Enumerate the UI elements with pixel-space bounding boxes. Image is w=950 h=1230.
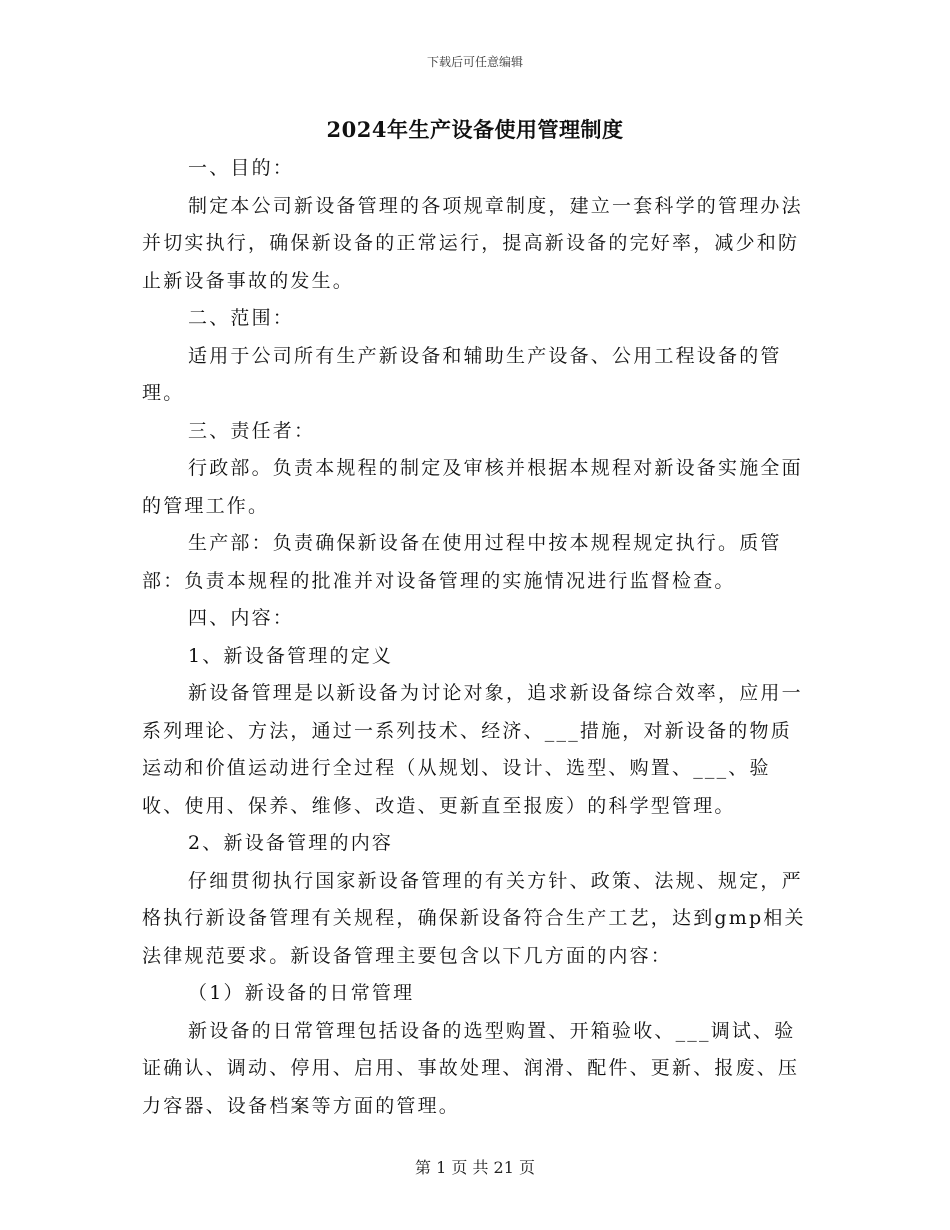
paragraph-purpose: 制定本公司新设备管理的各项规章制度，建立一套科学的管理办法并切实执行，确保新设备的正常运行，提高新设备的完好率，减少和防止新设备事故的发生。 [142,194,803,292]
section-heading-purpose: 一、目的： [188,157,295,179]
subheading-daily-management: （1）新设备的日常管理 [188,982,415,1004]
section-heading-content: 四、内容： [188,607,295,629]
document-title: 2024年生产设备使用管理制度 [326,117,624,142]
paragraph-definition: 新设备管理是以新设备为讨论对象，追求新设备综合效率，应用一系列理论、方法，通过一系列技术、经济、___措施，对新设备的物质运动和价值运动进行全过程（从规划、设计、选型、购置、___、验收、使用、保养、维修、改造、更新直至报废）的科学型管理。 [142,682,803,817]
subheading-management-content: 2、新设备管理的内容 [188,832,394,854]
paragraph-daily-management: 新设备的日常管理包括设备的选型购置、开箱验收、___调试、验证确认、调动、停用、启用、事故处理、润滑、配件、更新、报废、压力容器、设备档案等方面的管理。 [142,1019,800,1117]
section-heading-responsible: 三、责任者： [188,419,316,442]
paragraph-management-content: 仔细贯彻执行国家新设备管理的有关方针、政策、法规、规定，严格执行新设备管理有关规程，确保新设备符合生产工艺，达到gmp相关法律规范要求。新设备管理主要包含以下几方面的内容： [142,869,806,967]
subheading-definition: 1、新设备管理的定义 [188,644,394,667]
paragraph-production-dept: 生产部：负责确保新设备在使用过程中按本规程规定执行。质管部：负责本规程的批准并对设备管理的实施情况进行监督检查。 [142,532,782,592]
section-heading-scope: 二、范围： [188,307,295,329]
paragraph-scope: 适用于公司所有生产新设备和辅助生产设备、公用工程设备的管理。 [142,344,782,404]
paragraph-admin-dept: 行政部。负责本规程的制定及审核并根据本规程对新设备实施全面的管理工作。 [142,457,803,517]
document-body [142,150,812,1125]
page-number: 第 1 页 共 21 页 [415,1158,535,1177]
page-header-note: 下载后可任意编辑 [426,55,523,69]
